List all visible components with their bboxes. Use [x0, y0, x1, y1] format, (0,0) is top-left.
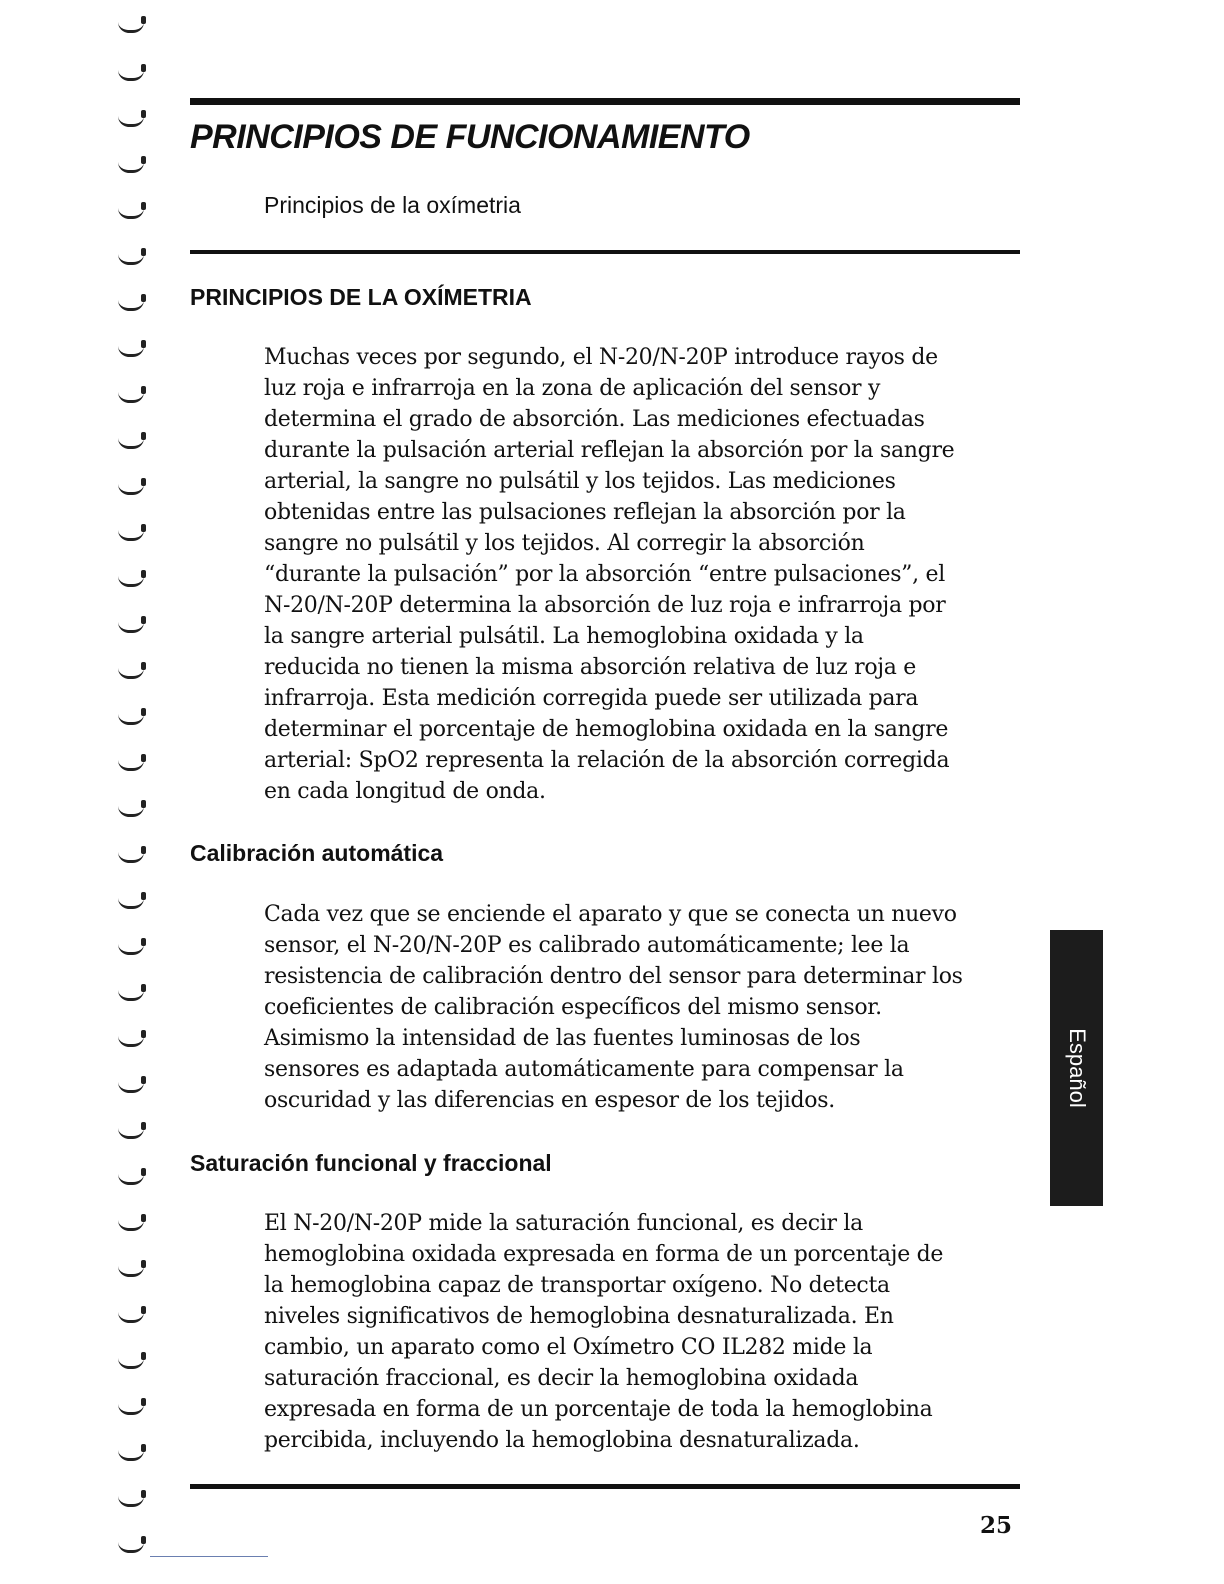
section-heading-oximetry: PRINCIPIOS DE LA OXÍMETRIA: [190, 284, 532, 310]
binding-ring-icon: [118, 116, 144, 127]
binding-ring-icon: [118, 668, 144, 679]
binding-ring-icon: [118, 1404, 144, 1415]
binding-ring-icon: [118, 484, 144, 495]
language-tab-label: Español: [1064, 1028, 1090, 1108]
binding-ring-icon: [118, 162, 144, 173]
binding-ring-icon: [118, 1358, 144, 1369]
language-tab: [1050, 930, 1103, 1206]
chapter-title: PRINCIPIOS DE FUNCIONAMIENTO: [190, 118, 750, 156]
section-heading-calibration: Calibración automática: [190, 840, 444, 866]
binding-ring-icon: [118, 392, 144, 403]
binding-ring-icon: [118, 254, 144, 265]
binding-ring-icon: [118, 1266, 144, 1277]
binding-ring-icon: [118, 438, 144, 449]
binding-ring-icon: [118, 1220, 144, 1231]
binding-ring-icon: [118, 990, 144, 1001]
binding-ring-icon: [118, 944, 144, 955]
binding-ring-icon: [118, 1542, 144, 1553]
section-body-saturation: El N-20/N-20P mide la saturación funcional, es decir la hemoglobina oxidada expresada en forma de un porcentaje de la hemoglobina capaz de transportar oxígeno. No detecta niveles significativos de hemoglobina desnaturalizada. En cambio, un aparato como el Oxímetro CO IL282 mide la saturación fraccional, es decir la hemoglobina oxidada expresada en forma de un porcentaje de toda la hemoglobina percibida, incluyendo la hemoglobina desnaturalizada.: [264, 1211, 944, 1453]
binding-ring-icon: [118, 1128, 144, 1139]
binding-ring-icon: [118, 1496, 144, 1507]
binding-ring-icon: [118, 714, 144, 725]
binding-ring-icon: [118, 530, 144, 541]
footer-line: [150, 1556, 268, 1557]
binding-ring-icon: [118, 576, 144, 587]
binding-ring-icon: [118, 1082, 144, 1093]
section-body-calibration: Cada vez que se enciende el aparato y que se conecta un nuevo sensor, el N-20/N-20P es calibrado automáticamente; lee la resistencia de calibración dentro del sensor para determinar los coeficientes de calibración específicos del mismo sensor. Asimismo la intensidad de las fuentes luminosas de los sensores es adaptada automáticamente para compensar la oscuridad y las diferencias en espesor de los tejidos.: [264, 902, 963, 1113]
top-rule: [190, 98, 1020, 105]
binding-ring-icon: [118, 70, 144, 81]
binding-ring-icon: [118, 1450, 144, 1461]
bottom-rule: [190, 1484, 1020, 1489]
page-number: 25: [980, 1512, 1013, 1539]
binding-ring-icon: [118, 346, 144, 357]
binding-ring-icon: [118, 622, 144, 633]
spiral-binding: [112, 10, 152, 1570]
binding-ring-icon: [118, 898, 144, 909]
chapter-subtitle: Principios de la oxímetria: [264, 192, 521, 218]
section-body-oximetry: Muchas veces por segundo, el N-20/N-20P introduce rayos de luz roja e infrarroja en la zona de aplicación del sensor y determina el grado de absorción. Las mediciones efectuadas durante la pulsación arterial reflejan la absorción por la sangre arterial, la sangre no pulsátil y los tejidos. Las mediciones obtenidas entre las pulsaciones reflejan la absorción por la sangre no pulsátil y los tejidos. Al corregir la absorción “durante la pulsación” por la absorción “entre pulsaciones”, el N-20/N-20P determina la absorción de luz roja e infrarroja por la sangre arterial pulsátil. La hemoglobina oxidada y la reducida no tienen la misma absorción relativa de luz roja e infrarroja. Esta medición corregida puede ser utilizada para determinar el porcentaje de hemoglobina oxidada en la sangre arterial: SpO2 representa la relación de la absorción corregida en cada longitud de onda.: [264, 345, 955, 804]
binding-ring-icon: [118, 760, 144, 771]
binding-ring-icon: [118, 208, 144, 219]
binding-ring-icon: [118, 806, 144, 817]
section-heading-saturation: Saturación funcional y fraccional: [190, 1150, 552, 1176]
binding-ring-icon: [118, 300, 144, 311]
binding-ring-icon: [118, 1174, 144, 1185]
binding-ring-icon: [118, 1036, 144, 1047]
binding-ring-icon: [118, 1312, 144, 1323]
section-rule: [190, 250, 1020, 254]
binding-ring-icon: [118, 22, 144, 33]
binding-ring-icon: [118, 852, 144, 863]
